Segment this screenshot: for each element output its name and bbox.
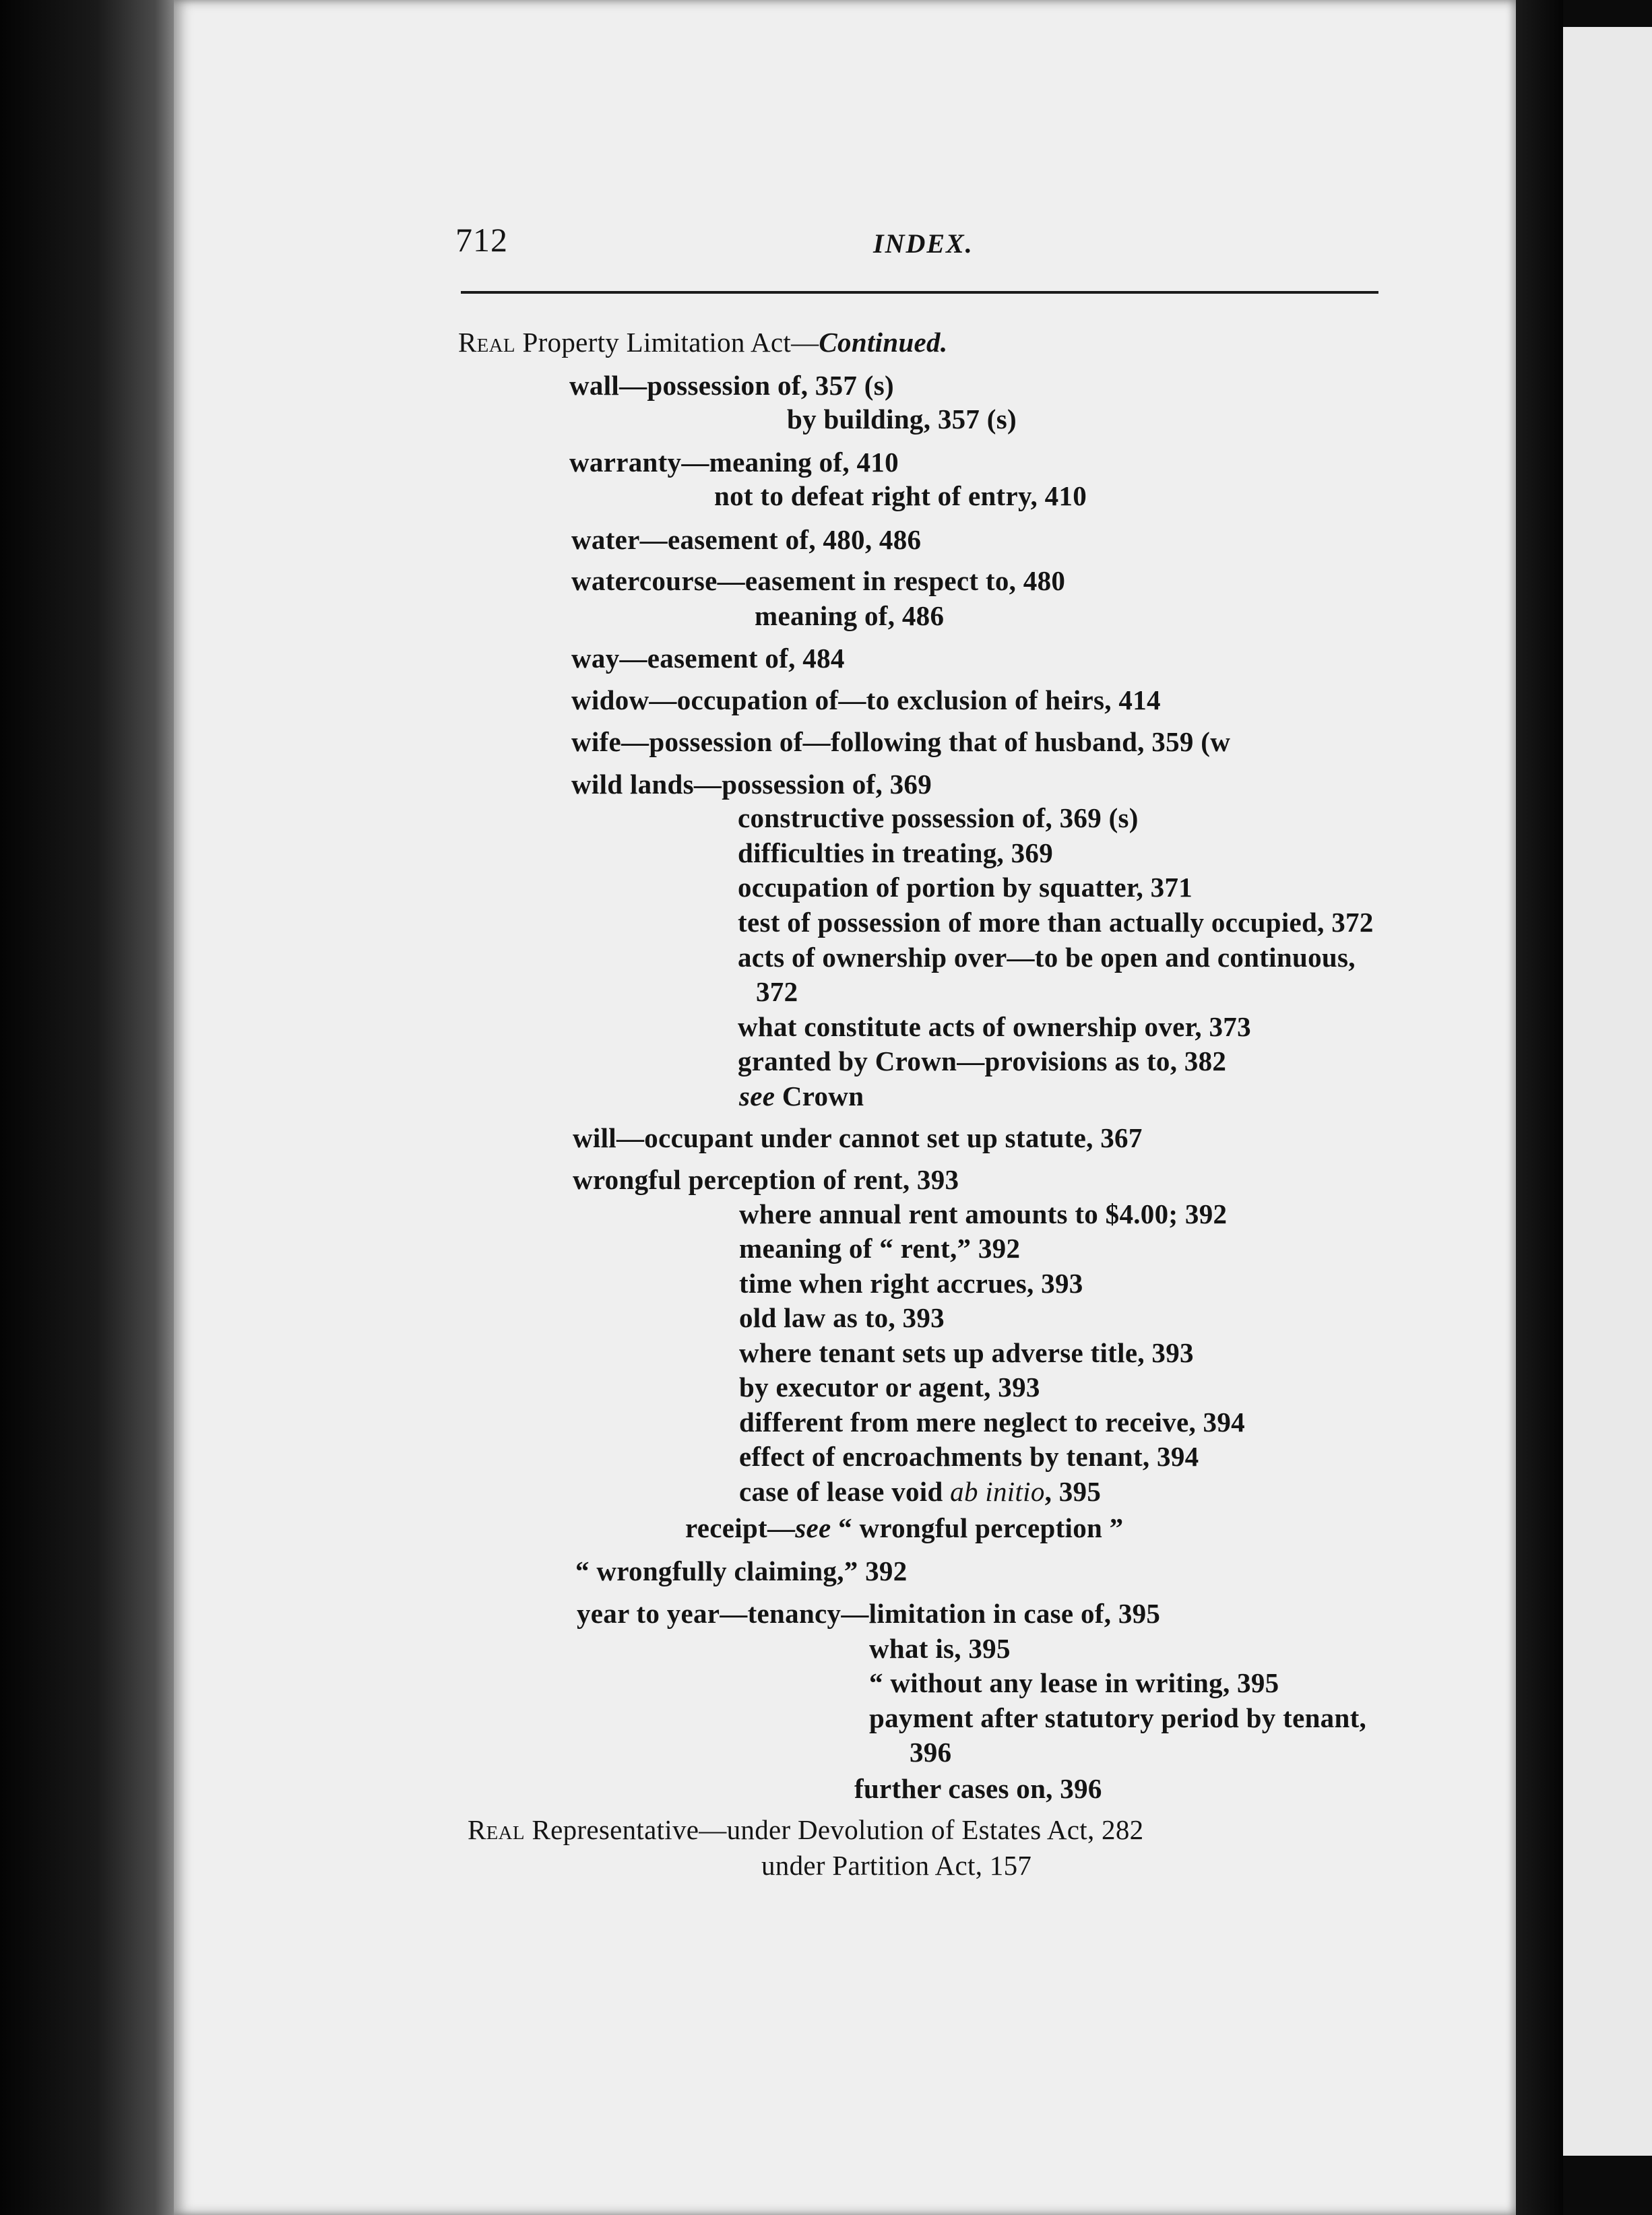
cross-reference: “ wrongful perception ” [831,1512,1124,1543]
index-entry-heading [468,1813,1143,1846]
index-line: effect of encroachments by tenant, 394 [739,1441,1199,1472]
index-line: wall—possession of, 357 (s) [569,370,894,401]
index-heading [458,326,947,358]
entry-line: Representative—under Devolution of Estates Act, 282 [524,1814,1144,1845]
see-word: see [795,1512,831,1543]
cross-reference: Crown [775,1081,864,1112]
index-line: test of possession of more than actually occupied, 372 [738,907,1374,938]
scan-left-margin [0,0,177,2215]
index-line: where annual rent amounts to $4.00; 392 [739,1198,1228,1229]
heading-title: Property Limitation Act— [522,327,819,358]
index-line: by building, 357 (s) [787,404,1017,435]
index-line: watercourse—easement in respect to, 480 [571,565,1066,596]
index-line: occupation of portion by squatter, 371 [738,872,1193,903]
index-line: constructive possession of, 369 (s) [738,802,1139,833]
index-line: wrongful perception of rent, 393 [573,1164,959,1195]
see-word: see [739,1081,775,1112]
index-line: meaning of “ rent,” 392 [739,1233,1021,1264]
index-line [739,1475,1101,1508]
line-text: , 395 [1044,1476,1102,1507]
header-rule [461,291,1378,294]
facing-page-edge [1563,27,1652,2156]
index-line [739,1080,864,1112]
index-line: payment after statutory period by tenant, [869,1702,1367,1733]
index-line: “ without any lease in writing, 395 [869,1667,1279,1698]
index-line: acts of ownership over—to be open and continuous, [738,942,1356,973]
index-line: by executor or agent, 393 [739,1372,1040,1403]
index-line: further cases on, 396 [854,1773,1102,1804]
scan-gutter [1516,0,1563,2215]
index-line: year to year—tenancy—limitation in case of, 395 [577,1598,1161,1629]
index-line: 396 [910,1737,952,1768]
index-line: not to defeat right of entry, 410 [714,480,1087,511]
index-line: under Partition Act, 157 [761,1850,1032,1881]
index-line: meaning of, 486 [755,600,945,631]
index-line: wife—possession of—following that of husband, 359 (w [571,726,1231,757]
heading-lead-word: Real [458,327,515,358]
index-line: where tenant sets up adverse title, 393 [739,1337,1194,1368]
entry-lead-word: Real [468,1814,525,1845]
heading-continued: Continued. [819,327,948,358]
index-line: will—occupant under cannot set up statute, 367 [573,1122,1143,1153]
index-line: “ wrongfully claiming,” 392 [575,1555,908,1586]
index-line: what constitute acts of ownership over, 373 [738,1011,1251,1042]
index-line: warranty—meaning of, 410 [569,447,899,478]
index-line: time when right accrues, 393 [739,1268,1083,1299]
index-line [685,1512,1123,1544]
line-text: receipt— [685,1512,796,1543]
index-line: 372 [756,976,798,1007]
index-line: way—easement of, 484 [571,643,845,674]
line-text: case of lease void [739,1476,951,1507]
index-line: what is, 395 [869,1633,1011,1664]
index-line: difficulties in treating, 369 [738,837,1054,868]
index-line: water—easement of, 480, 486 [571,524,922,555]
index-line: wild lands—possession of, 369 [571,769,932,800]
index-line: different from mere neglect to receive, 394 [739,1407,1245,1438]
index-line: old law as to, 393 [739,1302,945,1333]
page-number: 712 [455,221,508,259]
latin-phrase: ab initio [950,1476,1045,1507]
running-head: INDEX. [873,228,974,259]
index-line: widow—occupation of—to exclusion of heirs, 414 [571,684,1161,715]
index-line: granted by Crown—provisions as to, 382 [738,1046,1227,1077]
